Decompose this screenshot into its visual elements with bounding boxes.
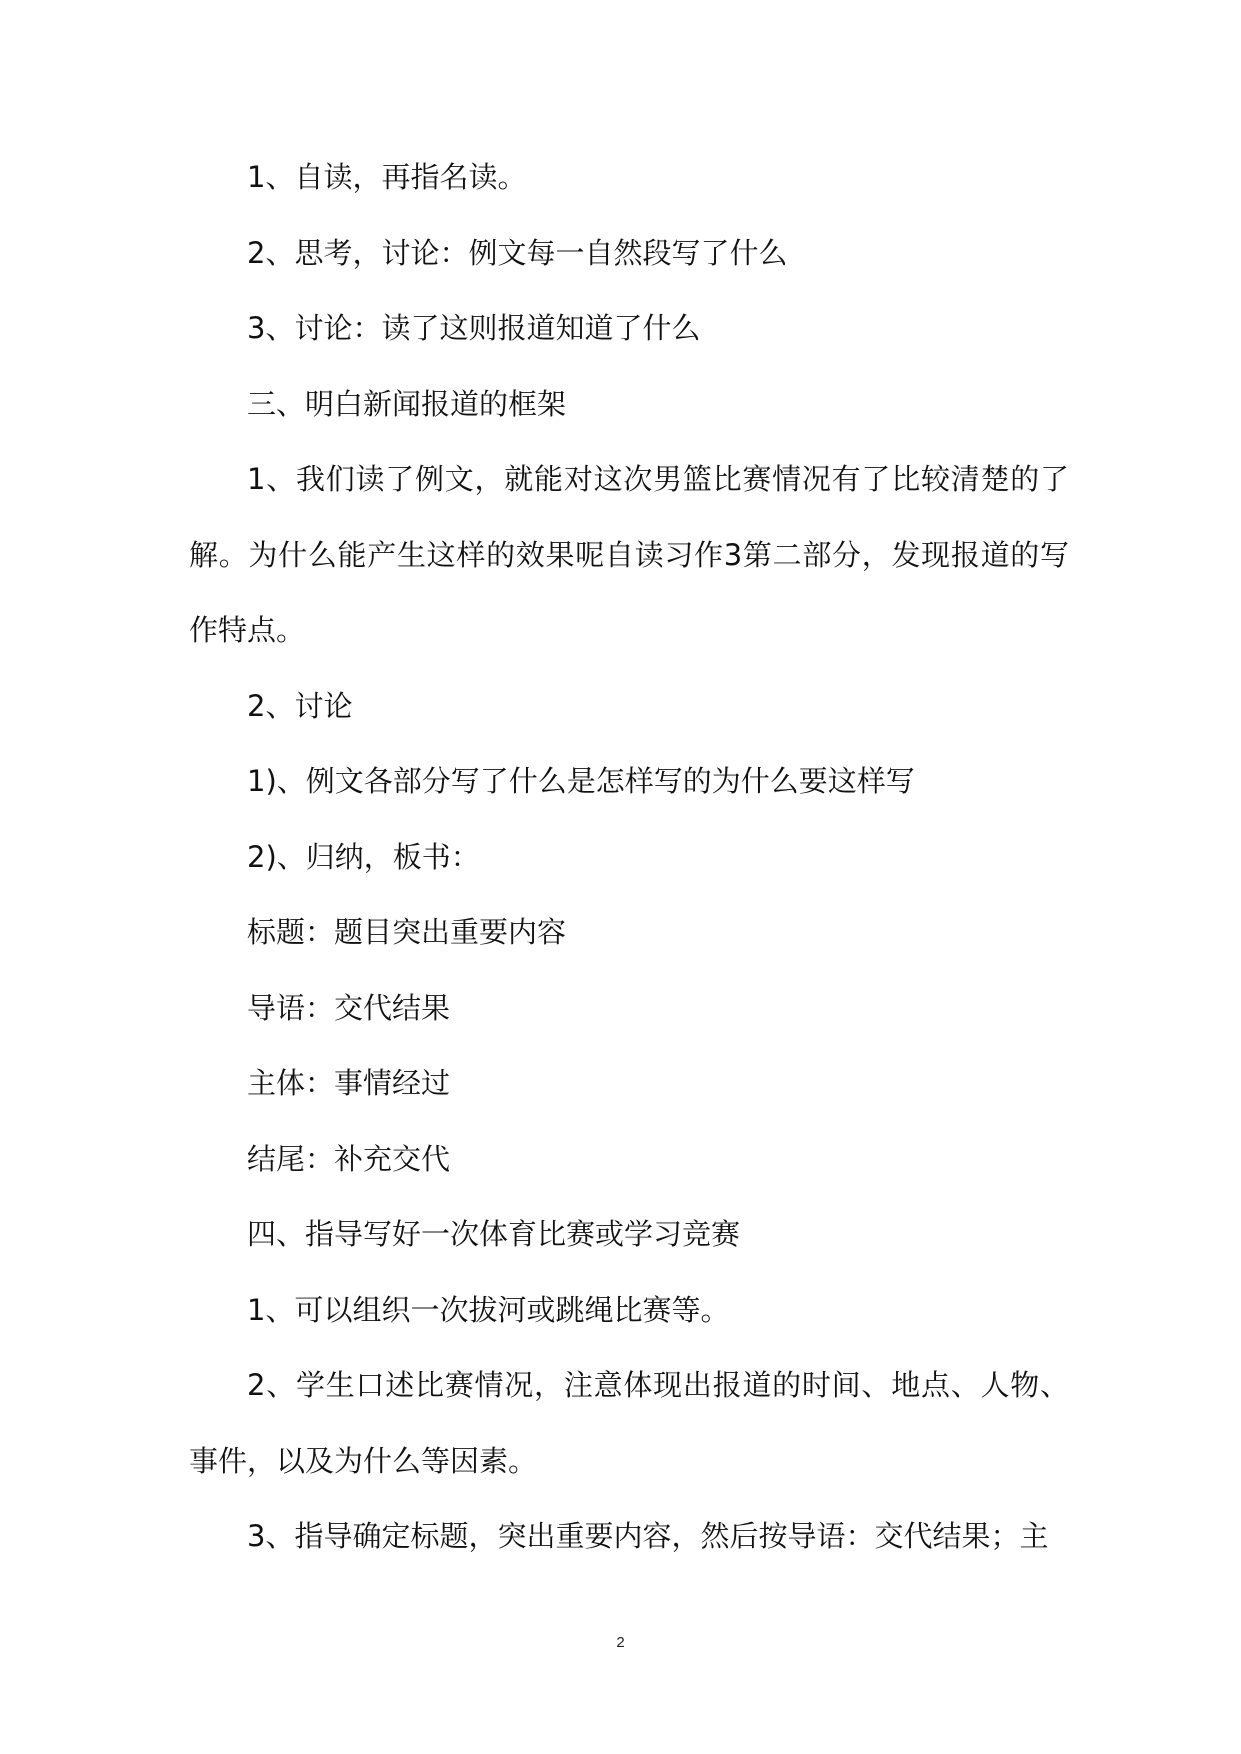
- outline-item: 结尾：补充交代: [247, 1141, 451, 1176]
- outline-item: 标题：题目突出重要内容: [247, 915, 567, 949]
- paragraph: 3、讨论：读了这则报道知道了什么: [247, 311, 701, 345]
- paragraph: 2、学生口述比赛情况，注意体现出报道的时间、地点、人物、事件，以及为什么等因素。: [189, 1368, 1069, 1478]
- outline-item: 主体：事情经过: [247, 1066, 451, 1100]
- section-heading: 四、指导写好一次体育比赛或学习竞赛: [247, 1217, 741, 1251]
- paragraph: 1、自读，再指名读。: [247, 160, 527, 194]
- paragraph: 2、思考，讨论：例文每一自然段写了什么: [247, 235, 788, 270]
- paragraph: 2、讨论: [247, 688, 353, 723]
- section-heading: 三、明白新闻报道的框架: [247, 386, 567, 421]
- outline-item: 导语：交代结果: [247, 990, 451, 1025]
- paragraph: 1、我们读了例文，就能对这次男篮比赛情况有了比较清楚的了解。为什么能产生这样的效果呢自读习作3第二部分，发现报道的写作特点。: [189, 462, 1069, 647]
- paragraph: 2)、归纳，板书：: [247, 839, 480, 874]
- paragraph: 1、可以组织一次拔河或跳绳比赛等。: [247, 1292, 730, 1327]
- paragraph: 1)、例文各部分写了什么是怎样写的为什么要这样写: [247, 764, 915, 798]
- page-number: 2: [616, 1634, 625, 1651]
- document-body: [189, 140, 1069, 1575]
- paragraph: 3、指导确定标题，突出重要内容，然后按导语：交代结果；主: [247, 1519, 1049, 1553]
